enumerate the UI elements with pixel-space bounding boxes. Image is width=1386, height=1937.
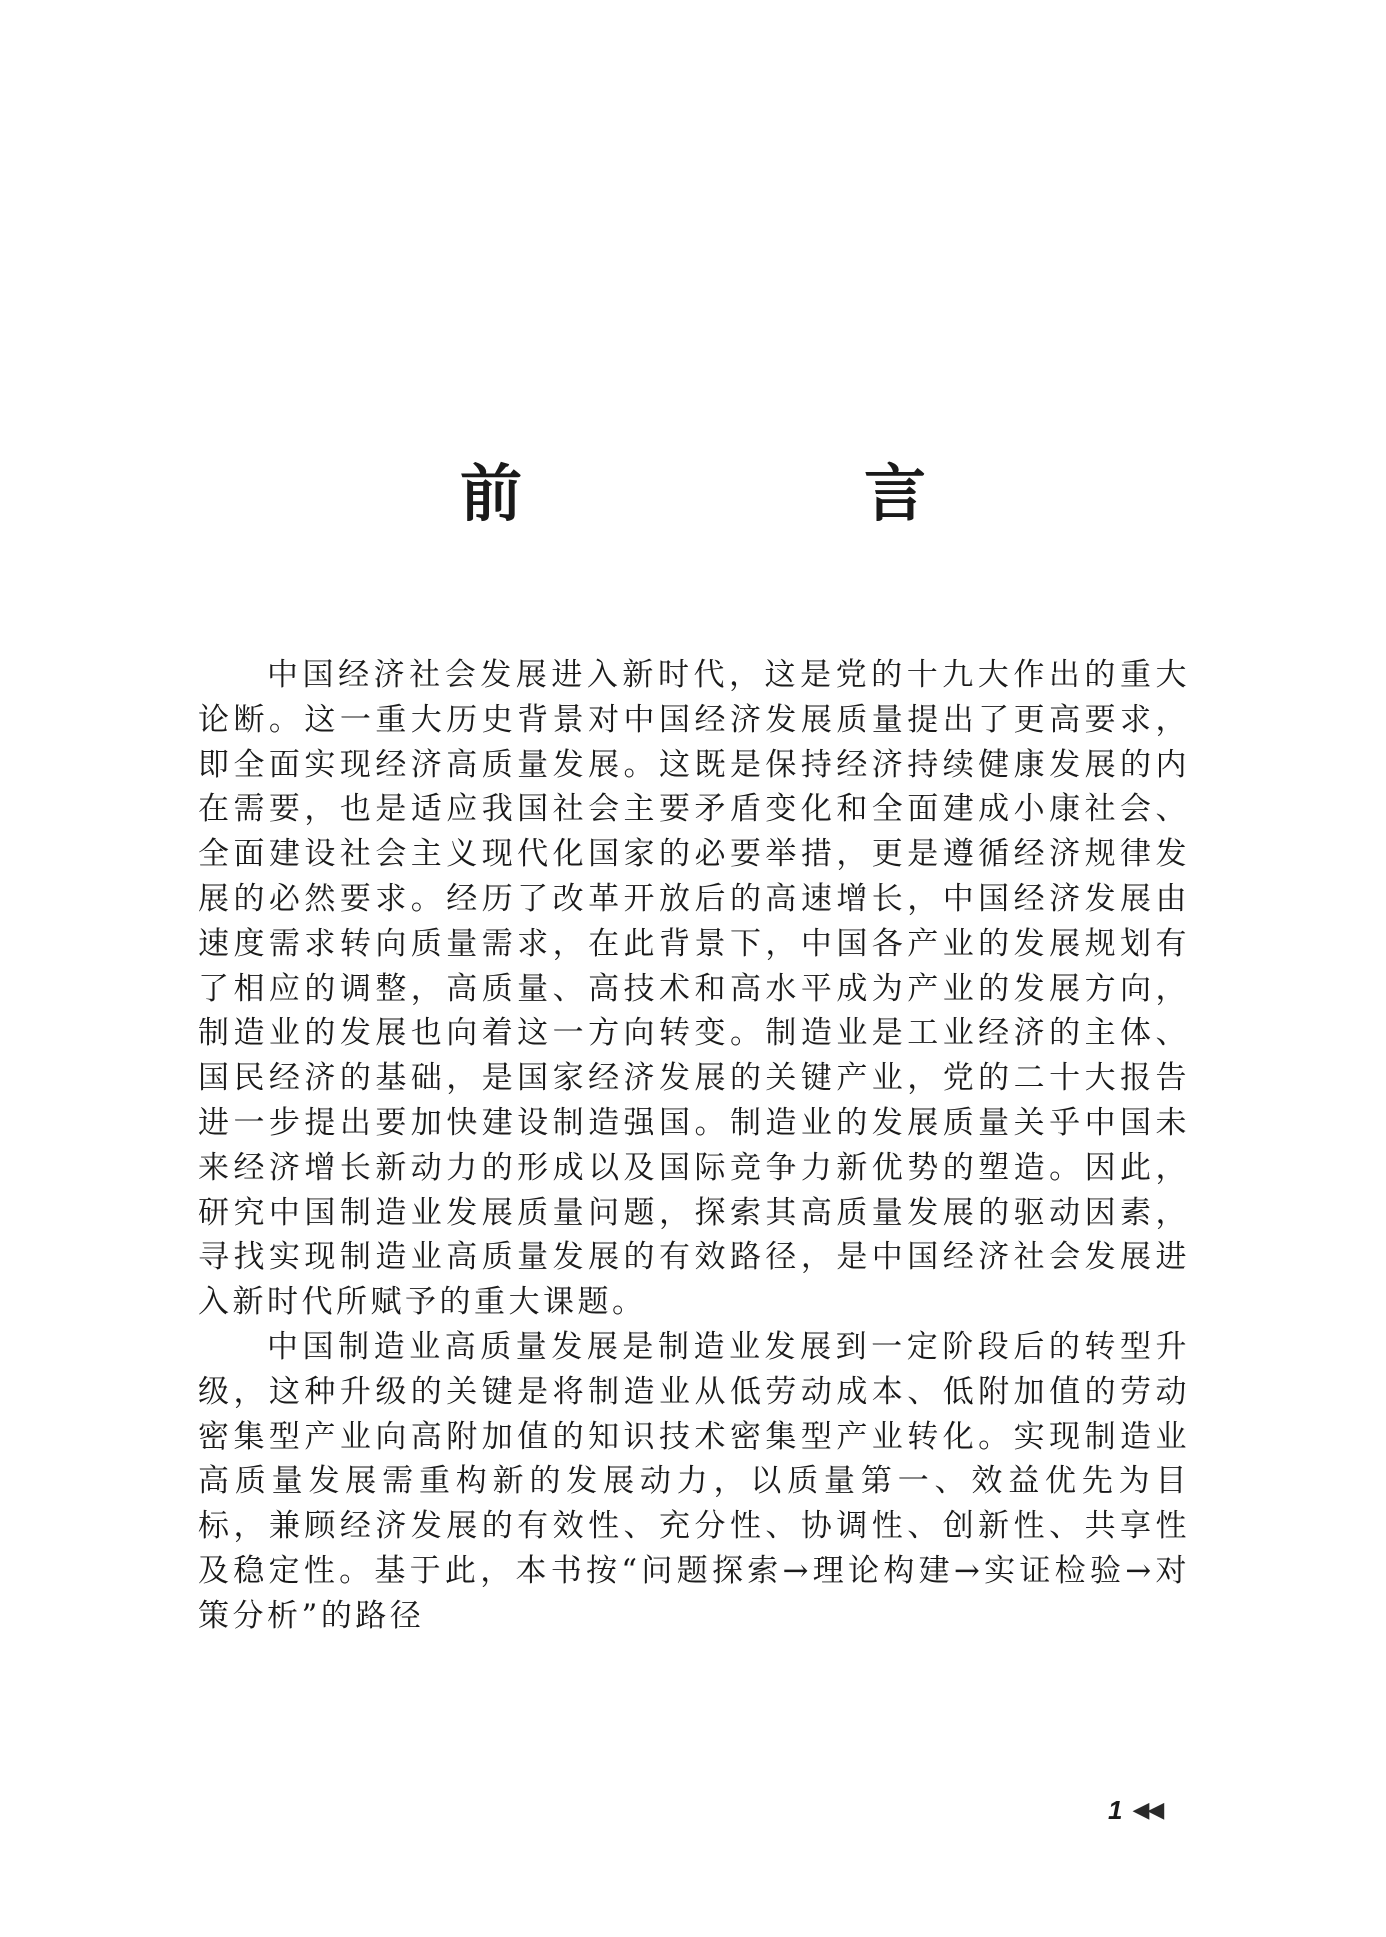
double-left-arrow-icon: ◀◀	[1132, 1797, 1163, 1822]
paragraph-1: 中国经济社会发展进入新时代，这是党的十九大作出的重大论断。这一重大历史背景对中国经济发展质量提出了更高要求，即全面实现经济高质量发展。这既是保持经济持续健康发展的内在需要，也是适应我国社会主要矛盾变化和全面建成小康社会、全面建设社会主义现代化国家的必要举措，更是遵循经济规律发展的必然要求。经历了改革开放后的高速增长，中国经济发展由速度需求转向质量需求，在此背景下，中国各产业的发展规划有了相应的调整，高质量、高技术和高水平成为产业的发展方向，制造业的发展也向着这一方向转变。制造业是工业经济的主体、国民经济的基础，是国家经济发展的关键产业，党的二十大报告进一步提出要加快建设制造强国。制造业的发展质量关乎中国未来经济增长新动力的形成以及国际竞争力新优势的塑造。因此，研究中国制造业发展质量问题，探索其高质量发展的驱动因素，寻找实现制造业高质量发展的有效路径，是中国经济社会发展进入新时代所赋予的重大课题。	[198, 657, 1190, 1321]
page-footer	[1108, 1790, 1162, 1830]
body-text	[198, 653, 1190, 1639]
page-number: 1	[1108, 1794, 1123, 1825]
paragraph-2: 中国制造业高质量发展是制造业发展到一定阶段后的转型升级，这种升级的关键是将制造业从低劳动成本、低附加值的劳动密集型产业向高附加值的知识技术密集型产业转化。实现制造业高质量发展需重构新的发展动力，以质量第一、效益优先为目标，兼顾经济发展的有效性、充分性、协调性、创新性、共享性及稳定性。基于此，本书按“问题探索→理论构建→实证检验→对策分析”的路径	[198, 1328, 1190, 1634]
page-title: 前 言	[459, 456, 1066, 530]
